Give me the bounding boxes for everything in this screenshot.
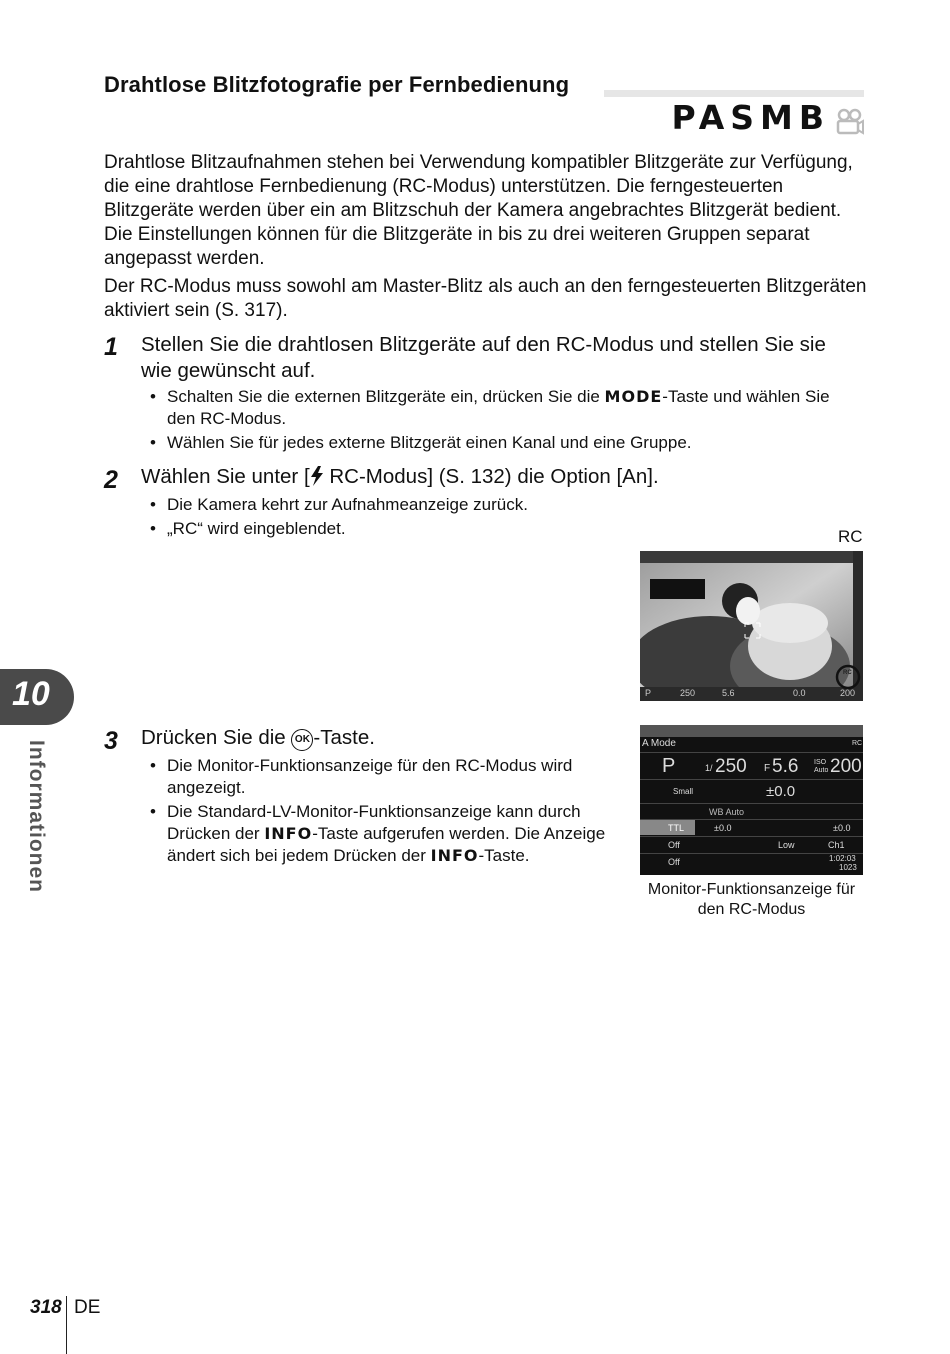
chapter-number: 10: [12, 675, 50, 713]
page-title: Drahtlose Blitzfotografie per Fernbedienung: [104, 72, 570, 97]
monitor-function-screen: [640, 725, 863, 875]
mf-group-c: Off: [668, 857, 680, 867]
lv-mode: P: [645, 688, 652, 698]
mf-size: Small: [673, 787, 694, 796]
step-1-text: Stellen Sie die drahtlosen Blitzgeräte auf den RC-Modus und stellen Sie sie wie gewünscht auf.: [141, 333, 826, 382]
mode-letters: PASMB: [671, 98, 830, 137]
mf-aperture-prefix: F: [764, 763, 771, 774]
flash-icon: [310, 465, 324, 488]
mf-time: 1:02:03: [829, 854, 856, 863]
mf-top-right: RC: [852, 740, 863, 747]
mf-aperture: 5.6: [772, 756, 799, 777]
figure-caption: Monitor-Funktionsanzeige für den RC-Modus: [647, 881, 856, 918]
mf-group-a-val: ±0.0: [714, 823, 732, 833]
page-number: 318: [30, 1297, 62, 1318]
ok-button-icon: OK: [291, 729, 313, 751]
step-3-text: Drücken Sie die OK -Taste.: [141, 726, 375, 749]
footer-divider: [66, 1296, 67, 1354]
mf-iso: 200: [830, 756, 862, 777]
lv-aperture: 5.6: [722, 688, 735, 698]
lv-ev: 0.0: [793, 688, 806, 698]
mf-iso-prefix: ISO Auto: [814, 759, 829, 774]
movie-camera-icon: [834, 104, 864, 132]
mf-mode: P: [662, 755, 676, 777]
lv-shutter: 250: [680, 688, 696, 698]
mode-indicator: [672, 98, 864, 137]
step-2-text: Wählen Sie unter [ RC-Modus] (S. 132) die Option [An].: [141, 465, 659, 488]
mf-count: 1023: [839, 863, 857, 872]
mf-channel: Ch1: [828, 840, 845, 850]
chapter-side-label: Informationen: [25, 740, 48, 893]
mf-shutter: 250: [715, 756, 747, 777]
step-3-number: 3: [104, 727, 118, 755]
mf-flash-comp: ±0.0: [833, 823, 851, 833]
step-1-number: 1: [104, 333, 118, 361]
footer-language: DE: [74, 1297, 101, 1318]
mf-top-left: A Mode: [642, 738, 676, 749]
mf-ev: ±0.0: [766, 783, 796, 800]
live-view-screen: [640, 551, 863, 701]
lv-iso: 200: [840, 688, 856, 698]
step-2-number: 2: [104, 466, 118, 494]
chapter-tab: [0, 669, 74, 725]
mf-group-a: TTL: [668, 823, 685, 833]
mf-shutter-prefix: 1/: [705, 763, 713, 773]
mf-wb: WB Auto: [709, 807, 745, 817]
live-view-photo: [640, 551, 863, 701]
mf-group-b: Off: [668, 840, 680, 850]
intro-paragraph-1: Drahtlose Blitzaufnahmen stehen bei Verwendung kompatibler Blitzgeräte zur Verfügung, die eine drahtlose Fernbedienung (RC-Modus) unterstützen. Die ferngesteuerten Blitzgeräte werden über ein am Blitzschuh der Kamera angebrachtes Blitzgerät bedient. Die Einstellungen können für die Blitzgeräte in bis zu drei weiteren Gruppen separat angepasst werden.: [104, 152, 853, 269]
intro-paragraph-2: Der RC-Modus muss sowohl am Master-Blitz als auch an den ferngesteuerten Blitzgeräten aktiviert sein (S. 317).: [104, 276, 867, 321]
lv-rc-indicator: RC: [843, 670, 852, 676]
mf-low: Low: [778, 840, 795, 850]
rc-callout-label: RC: [838, 527, 863, 546]
